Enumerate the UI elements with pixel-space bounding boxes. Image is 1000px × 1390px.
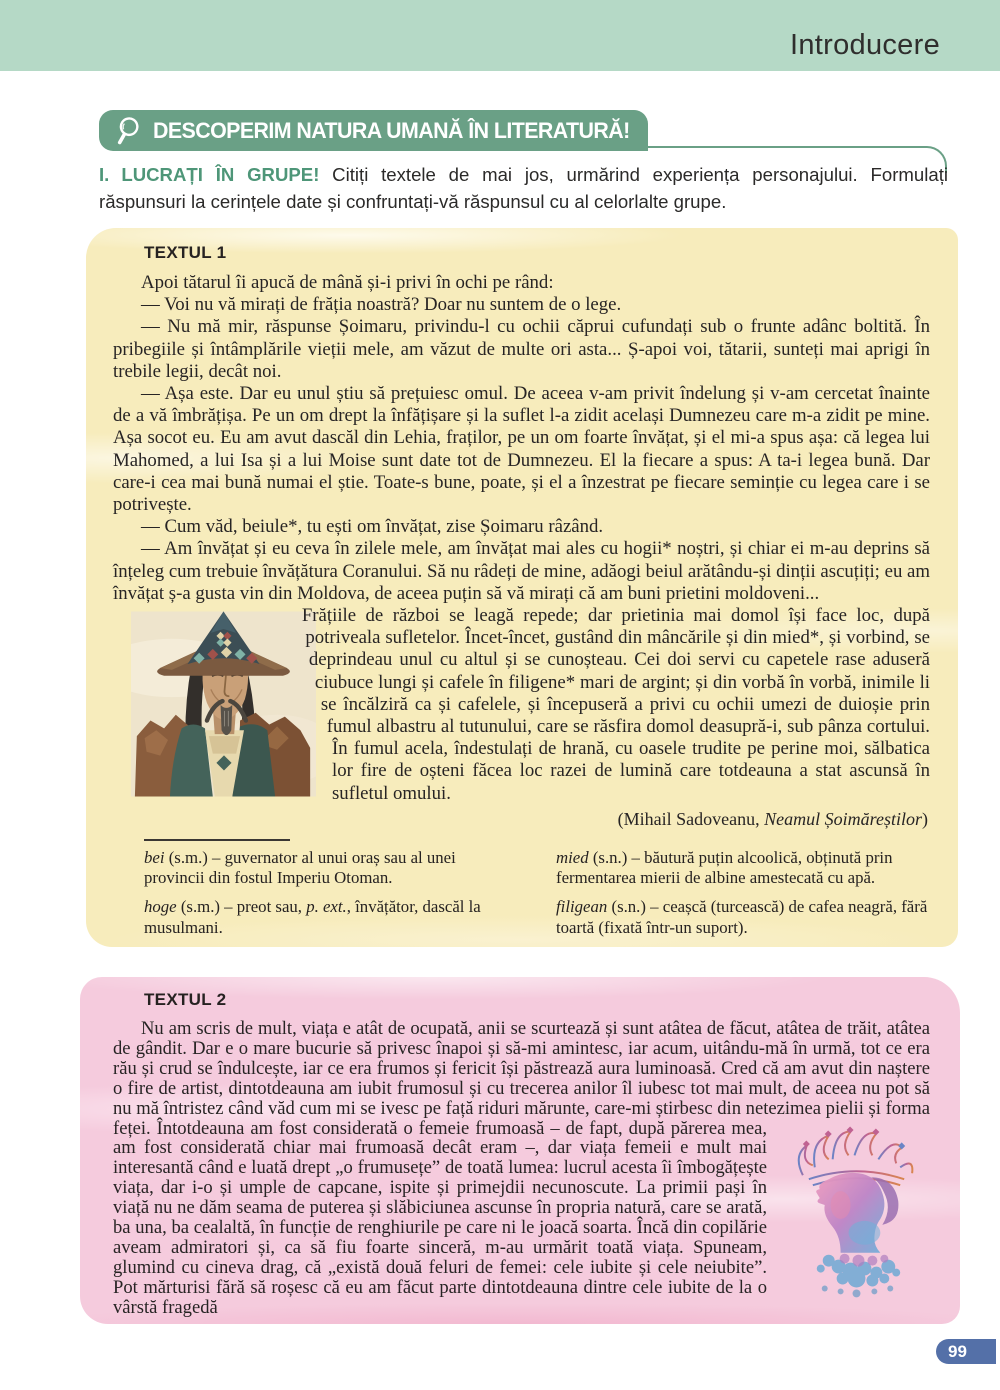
- text1-body: [113, 272, 930, 830]
- glossary-definition: , învățător, dascăl la musulmani.: [144, 897, 481, 937]
- attribution-prefix: (Mihail Sadoveanu,: [617, 808, 765, 829]
- text2-body: [113, 1019, 930, 1318]
- text1-paragraph: — Așa este. Dar eu unul știu să prețuiesc omul. De aceea v-am privit îndelung și v-am cercetat înainte de a vă îmbrățișa. Pe un om drept la înfățișare și la suflet l-a zidit același Dumnezeu care m-a zidit pe mine. Așa socot eu. Eu am avut dascăl din Lehia, fraților, pe un om foarte învățat, și el mi-a spus așa: că legea lui Mahomed, a lui Isa și a lui Moise sunt date tot de Dumnezeu. El la fiecare a spus: A ta-i legea bună. Dar care-i cea mai bună numai el știe. Toate-s bune, poate, și el a înzestrat pe fiecare seminție cu legea care i se potrivește.: [113, 383, 930, 516]
- header-band: [0, 0, 1000, 71]
- glossary-divider: [144, 839, 290, 841]
- text1-paragraph: — Voi nu vă mirați de frăția noastră? Doar nu suntem de o lege.: [141, 294, 622, 316]
- glossary-entry-hoge: [144, 897, 486, 937]
- text1-paragraph: — Am învățat și eu ceva în zilele mele, am învățat mai ales cu hogii* noștri, și chiar ei m-au deprins să înțeleg cum trebuie învățătura Coranului. Să nu râdeți de mine, adăogi beiul arătându-și dinții ascuțiți; eu am învățat ș-a gusta vin din Moldova, de aceea puțin să vă mirați că am buni prietini moldoveni...: [113, 538, 930, 604]
- glossary-entry-mied: [556, 848, 934, 888]
- magnifier-icon: [111, 114, 145, 148]
- attribution-work-title: Neamul Șoimăreștilor: [764, 808, 922, 829]
- glossary-term: hoge: [144, 897, 177, 917]
- glossary-definition: (s.n.) – ceașcă (turcească) de cafea neagră, fără toartă (fixată într-un suport).: [556, 897, 928, 937]
- text1-heading: TEXTUL 1: [144, 243, 227, 262]
- task-numeral: I.: [99, 164, 110, 185]
- text2-heading: TEXTUL 2: [144, 990, 227, 1009]
- banner-title: DESCOPERIM NATURA UMANĂ ÎN LITERATURĂ!: [153, 117, 630, 143]
- glossary-definition: (s.m.) – preot sau,: [176, 897, 307, 917]
- tatar-warrior-illustration: [131, 610, 316, 798]
- text2-segment-1: Nu am scris de mult, viața e atât de ocupată, anii se scurtează și sunt atâtea de făcut, atâtea de trăit, atâtea de gândit. Dar e o mare bucurie să privesc înapoi și să-mi amintesc, iar acum, uitându-mă în urmă, tot ce era rău și crud se îndulcește, iar ce era frumos și fericit își păstrează aura luminoasă. Cred că am avut din naștere o fire de artist, dintotdeauna am iubit frumosul și cu trecerea anilor îl iubesc tot mai mult, de aceea nu pot să nu mă întristez când văd cum mi se ivesc pe față riduri mărunte, care-mi știrbesc din netezimea pielii și forma feței. Întotdeauna am fost considerată: [113, 1018, 930, 1139]
- discovery-banner: [99, 110, 648, 151]
- text1-paragraph: — Nu mă mir, răspunse Șoimaru, privindu-l cu ochii căprui cufundați sub o frunte adânc boltită. În pribegiile și întâmplările vieții mele, am văzut de multe ori asta... Ș-apoi voi, tătarii, sunteți mai aprigi în trebile legii, decât noi.: [113, 316, 930, 382]
- glossary-definition: (s.m.) – guvernator al unui oraș sau al unei provincii din fostul Imperiu Otoman.: [144, 848, 456, 888]
- text1-wrapped-text: Frățiile de război se leagă repede; dar prietinia mai domol își face loc, după potriveala sufletelor. Încet-încet, gustând din mâncările și din mied*, și vorbind, se deprindeau unul cu altul și se cunoșteau. Cei doi servi cu capetele rase aduseră ciubuce lungi și cafele în filigene* mari de argint; și din vorbă în vorbă, inimile li se încălziră ca și cafelele, și începuseră a privi cu ochii umezi de duioșie prin fumul albastru al tutunului, care se răsfira domol deasupră-i, sub pânza cortului. În fumul acela, îndestulați de hrană, cu oasele trudite pe perine moi, sălbatica lor fire de oșteni făcea loc razei de lumină care totdeauna a stat ascunsă în sufletul omului.: [301, 605, 930, 804]
- glossary: [144, 848, 930, 947]
- glossary-term: mied: [556, 848, 589, 868]
- crowned-woman-illustration: [785, 1121, 930, 1299]
- text2-block: [80, 977, 960, 1324]
- text1-block: [86, 228, 958, 947]
- page-number: 99: [948, 1341, 967, 1361]
- glossary-term: bei: [144, 848, 165, 868]
- task-label: LUCRAȚI ÎN GRUPE!: [121, 164, 320, 185]
- glossary-entry-filigean: [556, 897, 934, 937]
- glossary-column-right: [556, 848, 934, 947]
- text2-segment-2: o femeie frumoasă – de fapt, după părerea mea, am fost considerată chiar mai frumoasă decât eram –, dar viața femeii e mult mai interesantă când e luată drept „o frumusețe” de toată lumea: lucrul acesta îi îmbogățește viața, dar i-o și umple de capcane, ispite și primejdii necunoscute. La primii pași în viață nu ne dăm seama de puterea și slăbiciunea ascunse în propria natură, care se arată, ba una, ba cealaltă, în funcție de renghiurile pe care ni le joacă soarta. Încă din copilărie aveam admiratori și, ca să fiu foarte sinceră, m-au urmărit toată viața. Spuneam, glumind cu cineva drag, că „există două feluri de femei: cele iubite și cele neiubite”. Pot mărturisi fără să roșesc că eu am făcut parte dintotdeauna dintre cele iubite de la o vârstă fragedă: [113, 1117, 767, 1318]
- text1-paragraph: — Cum văd, beiule*, tu ești om învățat, zise Șoimaru râzând.: [141, 516, 604, 538]
- glossary-definition: (s.n.) – băutură puțin alcoolică, obținută prin fermentarea mierii de albine amestecată cu apă.: [556, 848, 893, 888]
- page-number-badge: [936, 1339, 996, 1364]
- glossary-entry-bei: [144, 848, 486, 888]
- text2-paragraph: [113, 1019, 930, 1318]
- glossary-column-left: [144, 848, 486, 947]
- page-title: Introducere: [790, 29, 940, 61]
- attribution-suffix: ): [922, 808, 928, 829]
- text1-paragraph: Apoi tătarul îi apucă de mână și-i privi în ochi pe rând:: [141, 272, 554, 293]
- text1-attribution: [113, 808, 930, 830]
- task-instructions: Citiți textele de mai jos, urmărind experiența personajului. Formulați răspunsuri la cerințele date și confruntați-vă răspunsul cu al celorlalte grupe.: [99, 164, 948, 212]
- glossary-term: filigean: [556, 897, 608, 917]
- text1-wrapped-paragraph: [113, 605, 930, 805]
- task-paragraph: [99, 161, 948, 215]
- glossary-definition-italic: p. ext.: [306, 897, 347, 917]
